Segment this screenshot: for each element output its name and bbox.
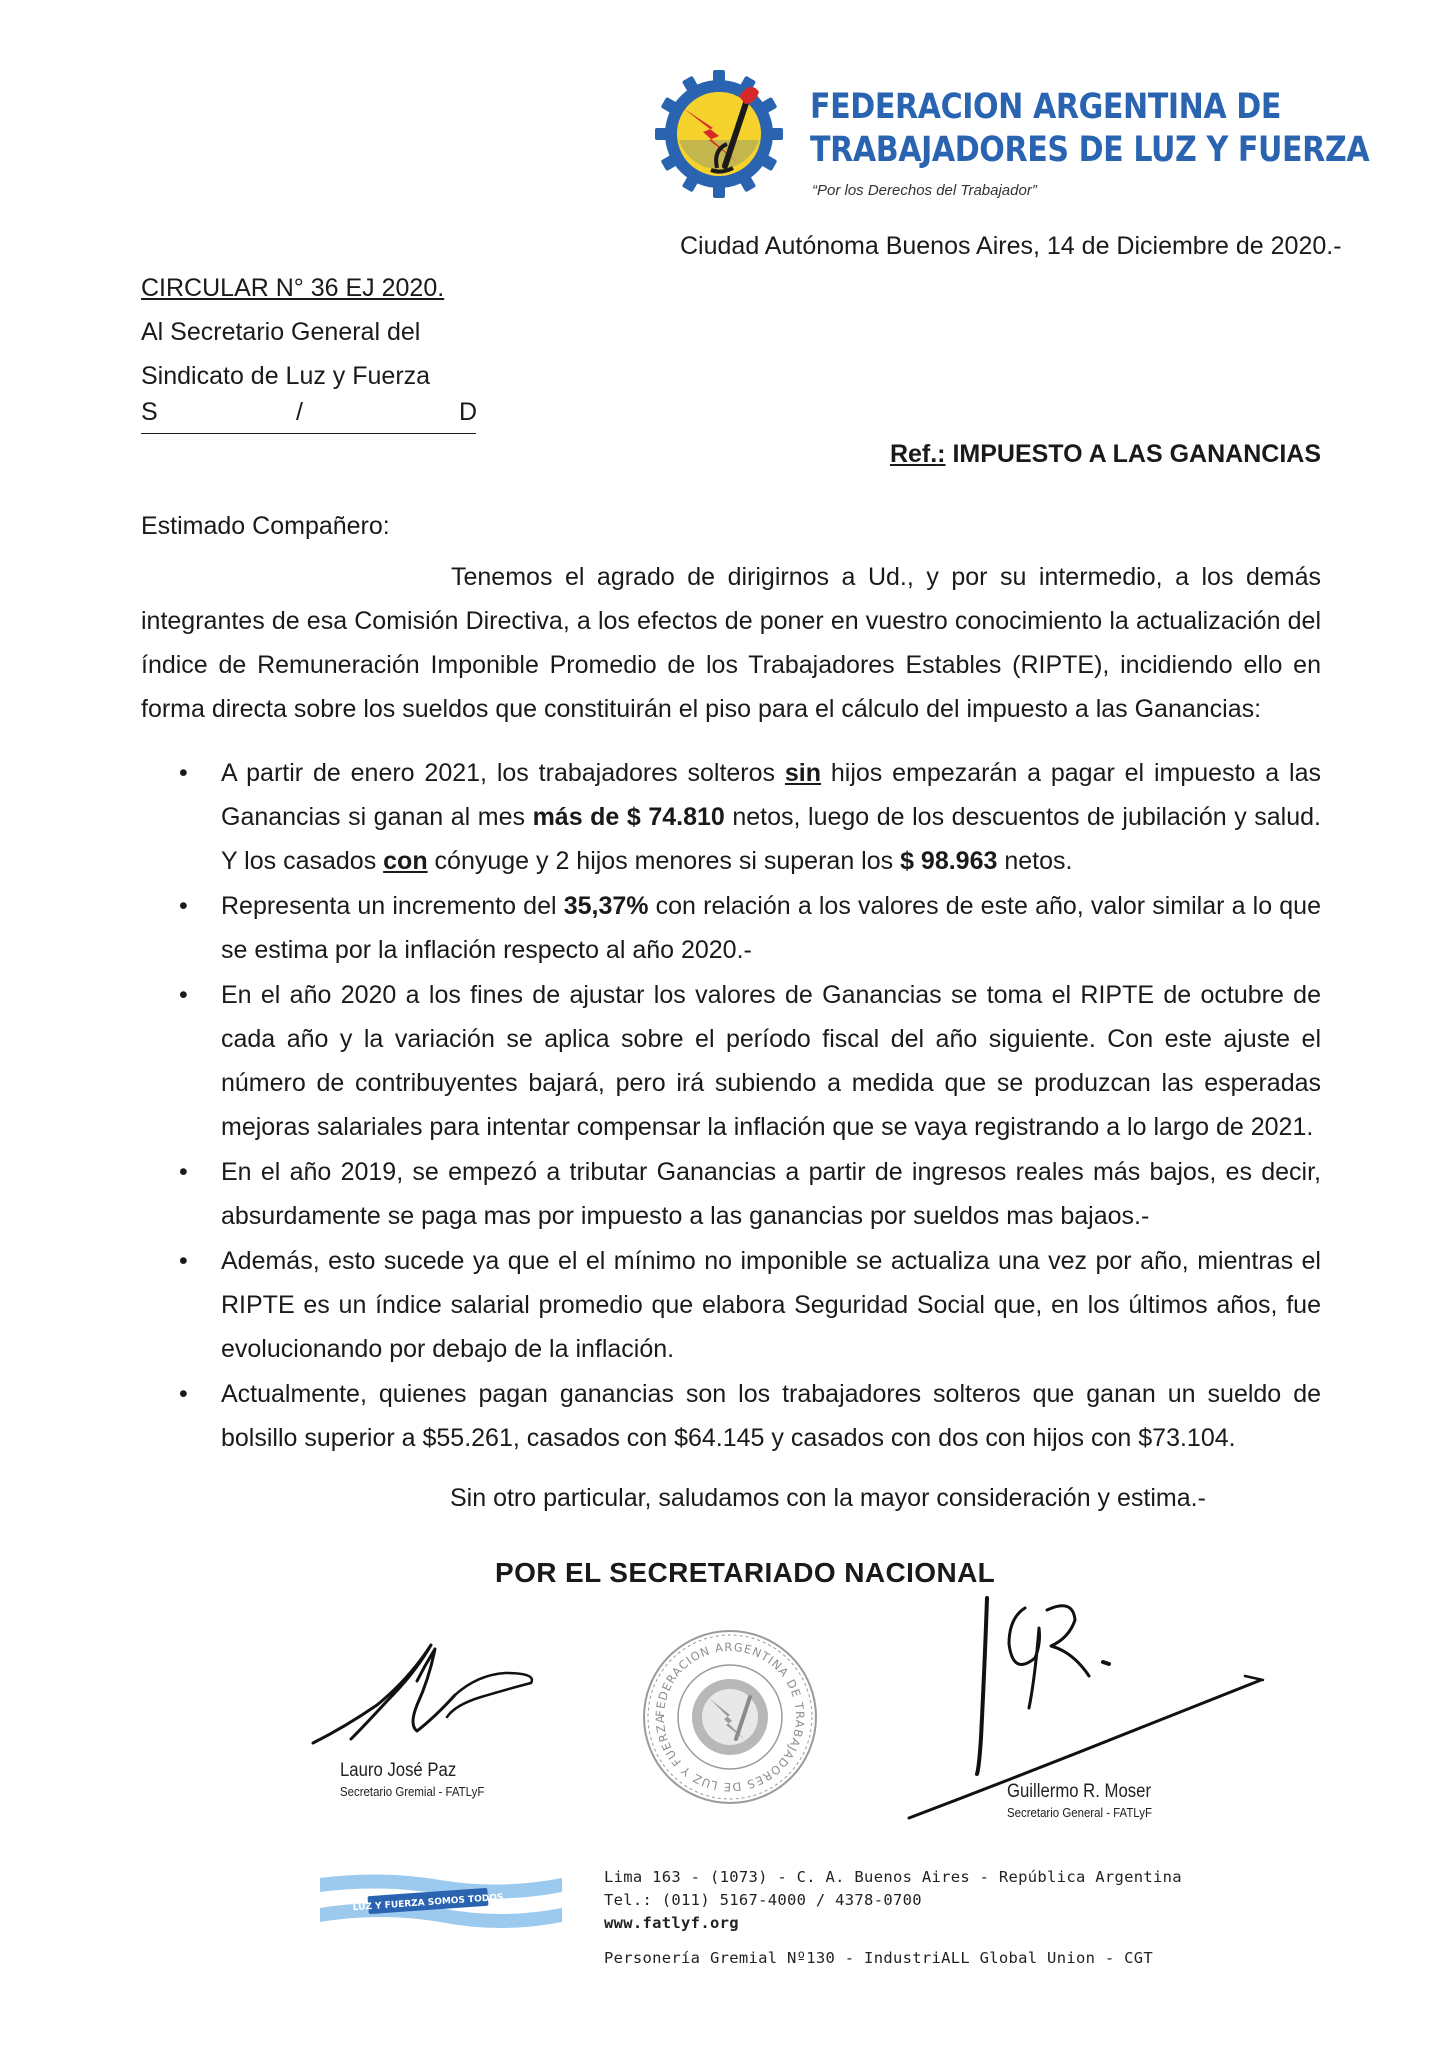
- organization-motto: “Por los Derechos del Trabajador”: [812, 182, 1037, 199]
- sd-right: D: [459, 398, 478, 426]
- bullet-1-text-d: cónyuge y 2 hijos menores si superan los: [427, 847, 901, 875]
- bullet-item-1: [141, 751, 1321, 883]
- bullet-item-3: • En el año 2020 a los fines de ajustar los valores de Ganancias se toma el RIPTE de octubre de cada año y la variación se aplica sobre el período fiscal del año siguiente. Con este ajuste el número de contribuyentes bajará, pero irá subiendo a medida que se produzcan las esperadas mejoras salariales para intentar compensar la inflación que se vaya registrando a lo largo de 2021.: [141, 973, 1321, 1149]
- bullet-1-amount-single: más de $ 74.810: [532, 803, 725, 831]
- flag-banner-text: LUZ Y FUERZA SOMOS TODOS: [352, 1892, 504, 1914]
- bullet-1-text-a: A partir de enero 2021, los trabajadores solteros: [221, 759, 785, 787]
- salutation: Estimado Compañero:: [141, 512, 390, 540]
- bullet-2-text-b: con relación a los valores de este año, valor similar a lo que se estima por la inflación respecto al año 2020.-: [221, 892, 1321, 964]
- organization-name-line2: TRABAJADORES DE LUZ Y FUERZA: [810, 130, 1370, 170]
- seal-ring-text: FEDERACION ARGENTINA DE TRABAJADORES DE LUZ Y FUERZA: [652, 1639, 808, 1795]
- footer-website: www.fatlyf.org: [604, 1914, 739, 1932]
- union-seal-stamp: [640, 1627, 820, 1807]
- bullet-item-5: • Además, esto sucede ya que el el mínimo no imponible se actualiza una vez por año, mientras el RIPTE es un índice salarial promedio que elabora Seguridad Social que, en los últimos años, fue evolucionando por debajo de la inflación.: [141, 1239, 1321, 1371]
- footer-address: Lima 163 - (1073) - C. A. Buenos Aires - República Argentina: [604, 1868, 1182, 1886]
- letter-footer: [604, 1866, 1182, 1970]
- bullet-list: [141, 751, 1321, 1460]
- letter-date: Ciudad Autónoma Buenos Aires, 14 de Diciembre de 2020.-: [680, 232, 1342, 260]
- reference-label: Ref.: [889, 440, 938, 468]
- signer-right-role: Secretario General - FATLyF: [1007, 1805, 1152, 1820]
- recipient-line-1: Al Secretario General del: [141, 318, 421, 346]
- bullet-1-text-b: hijos empezarán a pagar el impuesto a las Ganancias si ganan al mes: [221, 759, 1321, 831]
- bullet-2-percentage: 35,37%: [563, 892, 649, 920]
- signer-left: [340, 1760, 504, 1799]
- bullet-item-4: • En el año 2019, se empezó a tributar Ganancias a partir de ingresos reales más bajos, es decir, absurdamente se paga mas por impuesto a las ganancias por sueldos mas bajaos.-: [141, 1150, 1321, 1238]
- bullet-item-6: • Actualmente, quienes pagan ganancias son los trabajadores solteros que ganan un sueldo de bolsillo superior a $55.261, casados con $64.145 y casados con dos con hijos con $73.104.: [141, 1372, 1321, 1460]
- bullet-1-sin: sin: [784, 759, 822, 787]
- signer-right-name: Guillermo R. Moser: [1007, 1781, 1152, 1802]
- argentina-flag-banner: [320, 1870, 562, 1930]
- sd-mid: /: [296, 398, 303, 426]
- reference-line: [890, 440, 1321, 469]
- organization-name: [810, 86, 1369, 172]
- signer-left-role: Secretario Gremial - FATLyF: [340, 1784, 485, 1799]
- bullet-1-text-c: netos, luego de los descuentos de jubilación y salud. Y los casados: [221, 803, 1321, 875]
- signer-left-name: Lauro José Paz: [340, 1760, 457, 1781]
- bullet-2-text-a: Representa un incremento del: [221, 892, 564, 920]
- signer-right: [1007, 1781, 1172, 1820]
- intro-paragraph: Tenemos el agrado de dirigirnos a Ud., y por su intermedio, a los demás integrantes de esa Comisión Directiva, a los efectos de poner en vuestro conocimiento la actualización del índice de Remuneración Imponible Promedio de los Trabajadores Estables (RIPTE), incidiendo ello en forma directa sobre los sueldos que constituirán el piso para el cálculo del impuesto a las Ganancias:: [141, 563, 1321, 723]
- su-despacho-line: [141, 390, 476, 434]
- signature-left-scribble: [305, 1635, 545, 1750]
- bullet-1-text-e: netos.: [997, 847, 1073, 875]
- union-logo-emblem: [655, 70, 783, 198]
- circular-number: CIRCULAR N° 36 EJ 2020.: [141, 274, 445, 302]
- organization-name-line1: FEDERACION ARGENTINA DE: [810, 87, 1281, 127]
- reference-colon: :: [937, 440, 946, 468]
- sd-left: S: [141, 398, 158, 426]
- secretariat-heading: POR EL SECRETARIADO NACIONAL: [495, 1557, 996, 1588]
- bullet-item-2: [141, 884, 1321, 972]
- recipient-line-2: Sindicato de Luz y Fuerza: [141, 362, 431, 390]
- footer-phone: Tel.: (011) 5167-4000 / 4378-0700: [604, 1891, 922, 1909]
- circular-header: [141, 266, 476, 434]
- footer-registration: Personería Gremial Nº130 - IndustriALL Global Union - CGT: [604, 1949, 1154, 1967]
- bullet-1-con: con: [383, 847, 428, 875]
- reference-subject: IMPUESTO A LAS GANANCIAS: [945, 440, 1321, 468]
- bullet-1-amount-married: $ 98.963: [900, 847, 998, 875]
- closing-line: Sin otro particular, saludamos con la mayor consideración y estima.-: [450, 1484, 1206, 1512]
